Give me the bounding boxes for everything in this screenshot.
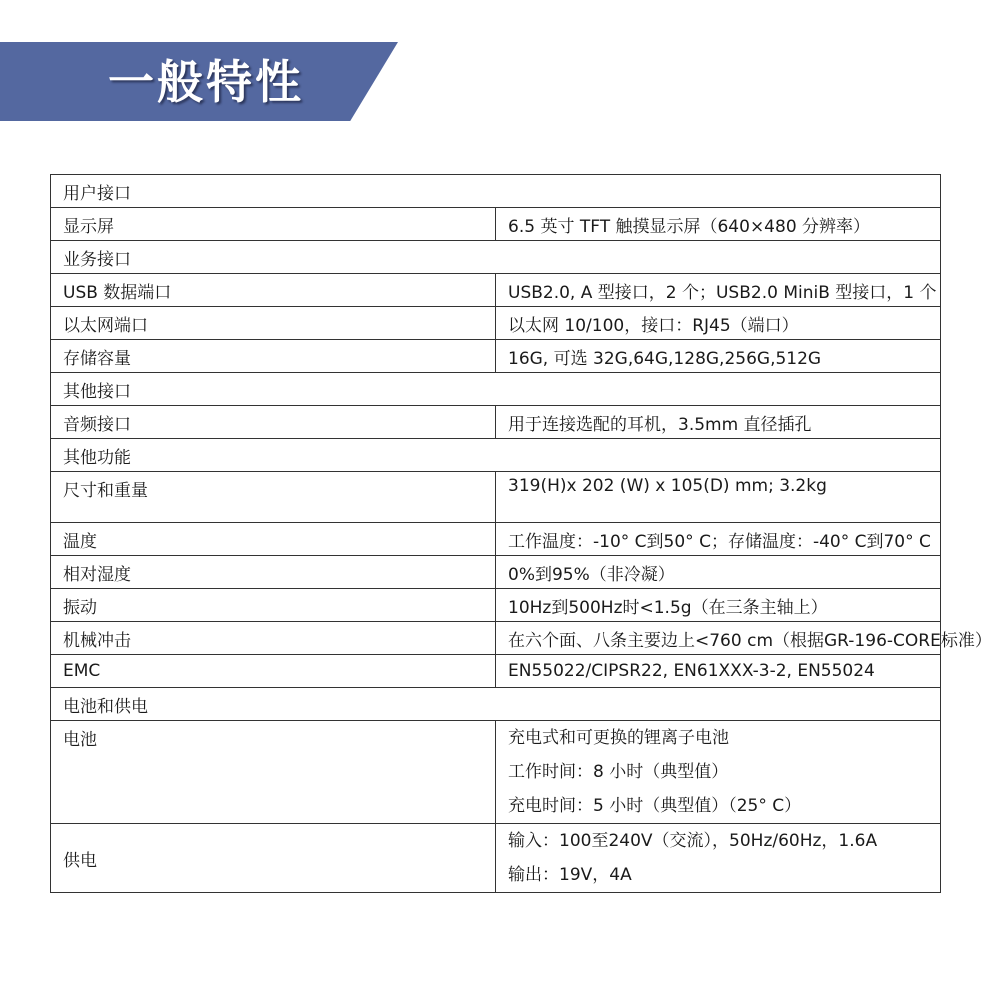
table-row bbox=[51, 655, 941, 688]
spec-value: 10Hz到500Hz时<1.5g（在三条主轴上） bbox=[496, 589, 941, 622]
spec-value-line: 工作时间：8 小时（典型值） bbox=[508, 762, 729, 782]
spec-value-line: 输出：19V，4A bbox=[508, 865, 632, 885]
spec-value: 16G, 可选 32G,64G,128G,256G,512G bbox=[496, 340, 941, 373]
table-row bbox=[51, 340, 941, 373]
section-row bbox=[51, 439, 941, 472]
spec-value: 6.5 英寸 TFT 触摸显示屏（640×480 分辨率） bbox=[496, 208, 941, 241]
spec-key: 温度 bbox=[51, 523, 496, 556]
table-row bbox=[51, 556, 941, 589]
spec-value: 在六个面、八条主要边上<760 cm（根据GR-196-CORE标准） bbox=[496, 622, 941, 655]
spec-key: 存储容量 bbox=[51, 340, 496, 373]
section-row bbox=[51, 373, 941, 406]
spec-value bbox=[496, 721, 941, 824]
spec-key: 供电 bbox=[51, 824, 496, 893]
table-row bbox=[51, 523, 941, 556]
section-title: 电池和供电 bbox=[51, 688, 941, 721]
table-row bbox=[51, 307, 941, 340]
table-row bbox=[51, 208, 941, 241]
table-row bbox=[51, 824, 941, 893]
spec-value bbox=[496, 824, 941, 893]
spec-table bbox=[50, 174, 992, 893]
spec-key: 尺寸和重量 bbox=[51, 472, 496, 523]
spec-value-line: 充电式和可更换的锂离子电池 bbox=[508, 728, 729, 748]
table-row bbox=[51, 721, 941, 824]
spec-key: 机械冲击 bbox=[51, 622, 496, 655]
spec-key: EMC bbox=[51, 655, 496, 688]
table-row bbox=[51, 274, 941, 307]
table-row bbox=[51, 406, 941, 439]
spec-value-line: 输入：100至240V（交流），50Hz/60Hz，1.6A bbox=[508, 831, 878, 851]
spec-value: USB2.0, A 型接口，2 个；USB2.0 MiniB 型接口，1 个 bbox=[496, 274, 941, 307]
spec-value: EN55022/CIPSR22, EN61XXX-3-2, EN55024 bbox=[496, 655, 941, 688]
spec-key: 音频接口 bbox=[51, 406, 496, 439]
spec-value-line: 充电时间：5 小时（典型值）（25° C） bbox=[508, 796, 802, 816]
spec-key: 电池 bbox=[51, 721, 496, 824]
spec-value: 0%到95%（非冷凝） bbox=[496, 556, 941, 589]
spec-key: 振动 bbox=[51, 589, 496, 622]
table-row bbox=[51, 589, 941, 622]
spec-value: 用于连接选配的耳机，3.5mm 直径插孔 bbox=[496, 406, 941, 439]
spec-key: 显示屏 bbox=[51, 208, 496, 241]
section-title: 业务接口 bbox=[51, 241, 941, 274]
page-title: 一般特性 bbox=[108, 55, 304, 109]
spec-key: 以太网端口 bbox=[51, 307, 496, 340]
section-title: 其他功能 bbox=[51, 439, 941, 472]
spec-value: 以太网 10/100，接口：RJ45（端口） bbox=[496, 307, 941, 340]
section-row bbox=[51, 241, 941, 274]
table-row bbox=[51, 622, 941, 655]
section-row bbox=[51, 175, 941, 208]
spec-key: USB 数据端口 bbox=[51, 274, 496, 307]
spec-value: 工作温度：-10° C到50° C；存储温度：-40° C到70° C bbox=[496, 523, 941, 556]
section-title: 用户接口 bbox=[51, 175, 941, 208]
section-title: 其他接口 bbox=[51, 373, 941, 406]
spec-value: 319(H)x 202 (W) x 105(D) mm; 3.2kg bbox=[496, 472, 941, 523]
section-row bbox=[51, 688, 941, 721]
spec-key: 相对湿度 bbox=[51, 556, 496, 589]
table-row bbox=[51, 472, 941, 523]
